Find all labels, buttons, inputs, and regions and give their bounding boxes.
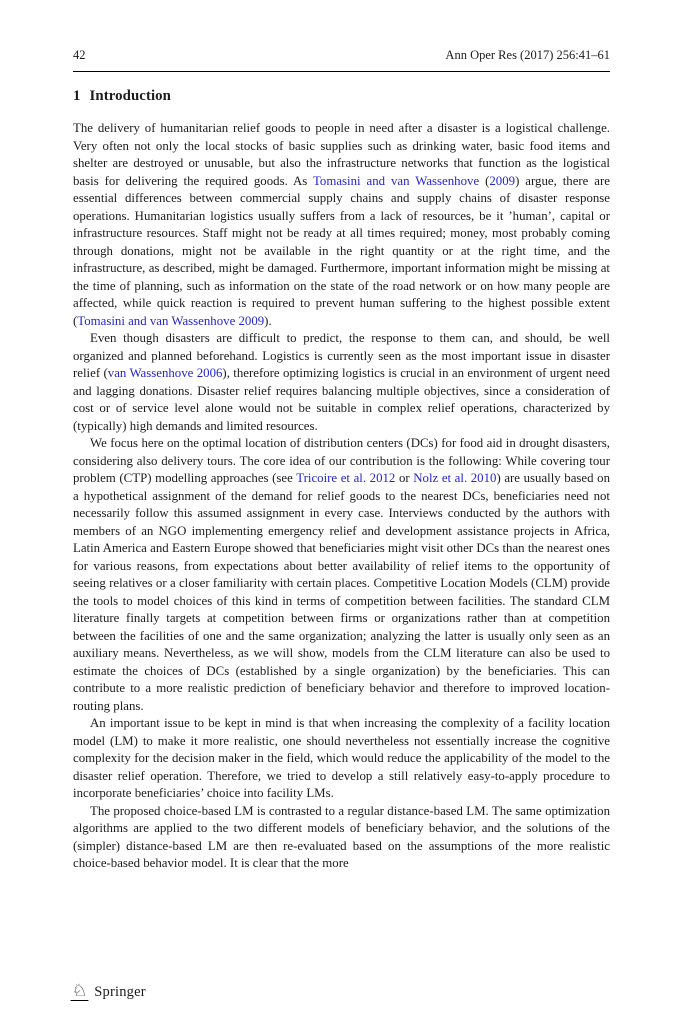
text-run: ) are usually based on a hypothetical assignment of the demand for relief goods to the nearest DCs, beneficiaries need not necessarily follow this assumed assignment in every case. Interviews conducted by the authors with members of an NGO implementing emergency relief and development assistance projects in Africa, Latin America and Eastern Europe showed that beneficiaries might visit other DCs than the nearest ones for various reasons, from expectations about better availability of relief items to the opportunity of seeing relatives or a closer familiarity with certain places. Competitive Location Models (CLM) provide the tools to model choices of this kind in terms of competition between facilities. The standard CLM literature finally targets at competition between firms or organizations rather than at competition between the facilities of one and the same organization; analyzing the latter is usually only seen as an auxiliary means. Nevertheless, as we will show, models from the CLM literature can also be used to estimate the choices of DCs (established by a single organization) by the beneficiaries. This can contribute to a more realistic prediction of beneficiary behavior and therefore to improved location-routing plans. [73, 471, 610, 713]
section-title: Introduction [89, 88, 172, 104]
section-number: 1 [73, 88, 81, 104]
paragraph [73, 330, 610, 435]
section-heading [73, 88, 610, 105]
text-run: ). [264, 313, 272, 328]
text-run: We focus here on the optimal location of distribution centers (DCs) for food aid in drought disasters, considering also delivery tours. The core idea of our contribution is the following: While covering tour problem (CTP) modelling approaches (see [73, 436, 610, 485]
text-run: The proposed choice-based LM is contrasted to a regular distance-based LM. The same optimization algorithms are applied to the two different models of beneficiary behavior, and the solutions of the (simpler) distance-based LM are then re-evaluated based on the assumptions of the more realistic choice-based behavior model. It is clear that the more [73, 803, 610, 870]
text-run: The delivery of humanitarian relief goods to people in need after a disaster is a logistical challenge. Very often not only the local stocks of basic supplies such as drinking water, basic food items and shelter are destroyed or unusable, but also the infrastructure networks that function as the logistical basis for delivering the required goods. As [73, 121, 610, 188]
paragraph [73, 803, 610, 873]
citation-link[interactable]: van Wassenhove 2006 [107, 366, 223, 380]
page-number: 42 [73, 48, 86, 62]
citation-link[interactable]: Tomasini and van Wassenhove [312, 173, 480, 188]
text-run: Even though disasters are difficult to predict, the response to them can, and should, be well organized and planned beforehand. Logistics is currently seen as the most important issue in disaster relief ( [73, 331, 610, 380]
running-head [73, 48, 610, 63]
article-body [73, 120, 610, 873]
citation-link[interactable]: Tricoire et al. 2012 [296, 471, 396, 485]
citation-link[interactable]: 2009 [489, 173, 516, 188]
text-run: An important issue to be kept in mind is that when increasing the complexity of a facility location model (LM) to make it more realistic, one should nevertheless not essentially increase the cognitive complexity for the decision maker in the field, which would reduce the applicability of the model to the disaster relief operation. Therefore, we tried to develop a still relatively easy-to-apply procedure to incorporate beneficiaries’ choice into facility LMs. [73, 716, 610, 800]
publisher-wordmark: Springer [94, 983, 146, 1000]
journal-reference: Ann Oper Res (2017) 256:41–61 [445, 48, 610, 62]
paragraph [73, 715, 610, 803]
text-run: ) argue, there are essential differences between commercial supply chains and supply chains of disaster response operations. Humanitarian logistics usually suffers from a lack of resources, be it ’human’, capital or infrastructure resources. Staff might not be ready at all times required; money, most probably coming through donations, might not be available in the right quantity or at the right time, and the infrastructure, as described, might be damaged. Furthermore, important information might be missing at the time of planning, such as information on the state of the road network or on how many people are affected, while quick reaction is required to prevent human suffering to the highest possible extent ( [73, 173, 610, 328]
paragraph [73, 120, 610, 330]
citation-link[interactable]: Tomasini and van Wassenhove 2009 [77, 313, 265, 328]
springer-knight-icon: ♘ [71, 981, 88, 1000]
citation-link[interactable]: Nolz et al. 2010 [413, 471, 497, 485]
text-run: ), therefore optimizing logistics is crucial in an environment of urgent need and lagging donations. Disaster relief requires balancing multiple objectives, since a consideration of cost or of service level alone would not be suitable in complex relief operations, characterized by (typically) high demands and limited resources. [73, 366, 610, 433]
text-run: or [395, 471, 414, 485]
paragraph [73, 435, 610, 715]
text-run: ( [479, 173, 490, 188]
header-divider [73, 71, 610, 72]
publisher-footer [71, 982, 146, 1001]
